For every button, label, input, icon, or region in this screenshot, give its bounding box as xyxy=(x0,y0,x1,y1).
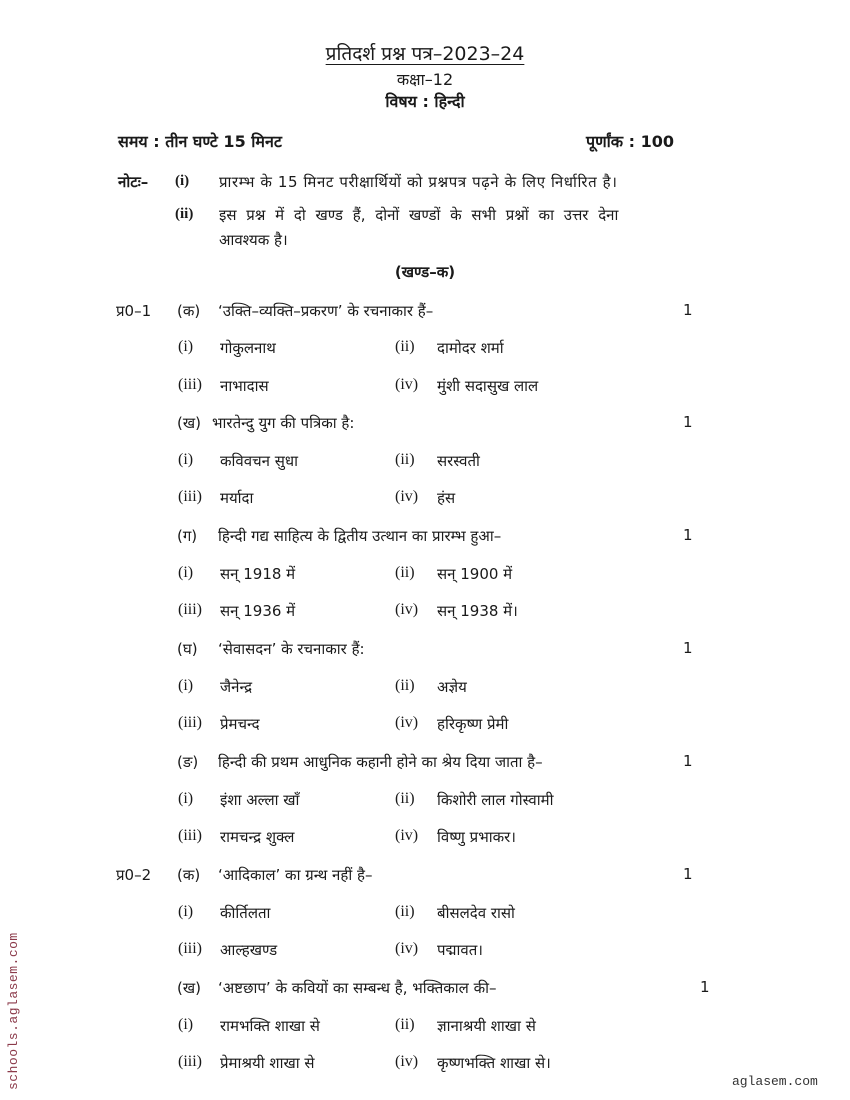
sub-question-label: (ङ) xyxy=(177,753,199,771)
option-label: (i) xyxy=(178,338,194,355)
sub-question-label: (ग) xyxy=(177,527,198,545)
option-text: ज्ञानाश्रयी शाखा से xyxy=(437,1017,536,1035)
option-text: प्रेमाश्रयी शाखा से xyxy=(220,1054,315,1072)
footer-watermark: aglasem.com xyxy=(732,1074,818,1089)
option-text: सन् 1900 में xyxy=(437,565,513,583)
option-label: (i) xyxy=(178,903,194,920)
option-label: (iv) xyxy=(395,376,419,393)
option-label: (ii) xyxy=(395,564,415,581)
option-text: हंस xyxy=(437,489,456,507)
note-num: (ii) xyxy=(175,206,194,222)
option-label: (ii) xyxy=(395,677,415,694)
sub-question-label: (ख) xyxy=(177,414,201,432)
question-text: ‘सेवासदन’ के रचनाकार हैं: xyxy=(218,640,365,658)
option-label: (iii) xyxy=(178,601,202,618)
option-label: (ii) xyxy=(395,451,415,468)
option-label: (ii) xyxy=(395,903,415,920)
option-label: (iv) xyxy=(395,940,419,957)
question-marks: 1 xyxy=(683,865,693,883)
option-text: आल्हखण्ड xyxy=(220,941,278,959)
question-number: प्र0–2 xyxy=(116,866,152,884)
question-marks: 1 xyxy=(683,752,693,770)
option-text: मर्यादा xyxy=(220,489,254,507)
option-text: कविवचन सुधा xyxy=(220,452,298,470)
option-text: सन् 1938 में। xyxy=(437,602,518,620)
sub-question-label: (ख) xyxy=(177,979,201,997)
option-label: (iii) xyxy=(178,488,202,505)
time-allowed: समय : तीन घण्टे 15 मिनट xyxy=(118,132,282,151)
option-text: रामभक्ति शाखा से xyxy=(220,1017,320,1035)
option-label: (i) xyxy=(178,790,194,807)
option-label: (iv) xyxy=(395,1053,419,1070)
option-text: इंशा अल्ला खाँ xyxy=(220,791,300,809)
option-text: सन् 1936 में xyxy=(220,602,296,620)
option-label: (iii) xyxy=(178,376,202,393)
max-marks: पूर्णांक : 100 xyxy=(586,132,675,151)
note-text: प्रारम्भ के 15 मिनट परीक्षार्थियों को प्रश्नपत्र पढ़ने के लिए निर्धारित है। xyxy=(219,173,618,191)
option-text: बीसलदेव रासो xyxy=(437,904,515,922)
option-text: किशोरी लाल गोस्वामी xyxy=(437,791,554,809)
option-label: (iii) xyxy=(178,714,202,731)
note-label: नोटः– xyxy=(118,173,149,191)
question-marks: 1 xyxy=(683,639,693,657)
option-label: (iv) xyxy=(395,488,419,505)
question-text: ‘अष्टछाप’ के कवियों का सम्बन्ध है, भक्तिकाल की– xyxy=(218,979,497,997)
question-text: ‘उक्ति–व्यक्ति–प्रकरण’ के रचनाकार हैं– xyxy=(218,302,434,320)
option-text: अज्ञेय xyxy=(437,678,467,696)
option-text: गोकुलनाथ xyxy=(220,339,276,357)
option-text: विष्णु प्रभाकर। xyxy=(437,828,516,846)
sub-question-label: (क) xyxy=(177,302,201,320)
section-heading: (खण्ड–क) xyxy=(394,263,456,281)
question-text: भारतेन्दु युग की पत्रिका है: xyxy=(212,414,355,432)
question-marks: 1 xyxy=(683,301,693,319)
option-label: (ii) xyxy=(395,338,415,355)
sub-question-label: (क) xyxy=(177,866,201,884)
option-text: जैनेन्द्र xyxy=(220,678,253,696)
paper-title: प्रतिदर्श प्रश्न पत्र–2023–24 xyxy=(325,43,525,65)
question-marks: 1 xyxy=(683,413,693,431)
option-label: (iv) xyxy=(395,714,419,731)
option-label: (iv) xyxy=(395,827,419,844)
question-marks: 1 xyxy=(700,978,710,996)
option-label: (iii) xyxy=(178,940,202,957)
option-text: सरस्वती xyxy=(437,452,480,470)
note-text-continued: आवश्यक है। xyxy=(219,231,288,249)
side-watermark: schools.aglasem.com xyxy=(6,932,21,1090)
option-text: नाभादास xyxy=(220,377,269,395)
note-num: (i) xyxy=(175,173,190,189)
option-text: दामोदर शर्मा xyxy=(437,339,504,357)
option-text: हरिकृष्ण प्रेमी xyxy=(437,715,509,733)
option-label: (iii) xyxy=(178,1053,202,1070)
option-label: (iv) xyxy=(395,601,419,618)
question-text: हिन्दी की प्रथम आधुनिक कहानी होने का श्रेय दिया जाता है– xyxy=(218,753,543,771)
option-label: (ii) xyxy=(395,1016,415,1033)
option-label: (i) xyxy=(178,451,194,468)
question-number: प्र0–1 xyxy=(116,302,152,320)
option-text: पद्मावत। xyxy=(437,941,483,959)
question-text: ‘आदिकाल’ का ग्रन्थ नहीं है– xyxy=(218,866,373,884)
option-text: मुंशी सदासुख लाल xyxy=(437,377,539,395)
option-text: प्रेमचन्द xyxy=(220,715,260,733)
sub-question-label: (घ) xyxy=(177,640,198,658)
subject-label: विषय : हिन्दी xyxy=(385,92,465,111)
option-label: (i) xyxy=(178,677,194,694)
option-label: (ii) xyxy=(395,790,415,807)
option-label: (i) xyxy=(178,1016,194,1033)
option-text: रामचन्द्र शुक्ल xyxy=(220,828,295,846)
option-text: सन् 1918 में xyxy=(220,565,296,583)
class-label: कक्षा–12 xyxy=(396,70,454,89)
option-text: कृष्णभक्ति शाखा से। xyxy=(437,1054,551,1072)
option-label: (iii) xyxy=(178,827,202,844)
option-label: (i) xyxy=(178,564,194,581)
question-text: हिन्दी गद्य साहित्य के द्वितीय उत्थान का प्रारम्भ हुआ– xyxy=(218,527,502,545)
question-marks: 1 xyxy=(683,526,693,544)
note-text: इस प्रश्न में दो खण्ड हैं, दोनों खण्डों के सभी प्रश्नों का उत्तर देना xyxy=(219,206,619,224)
option-text: कीर्तिलता xyxy=(220,904,271,922)
